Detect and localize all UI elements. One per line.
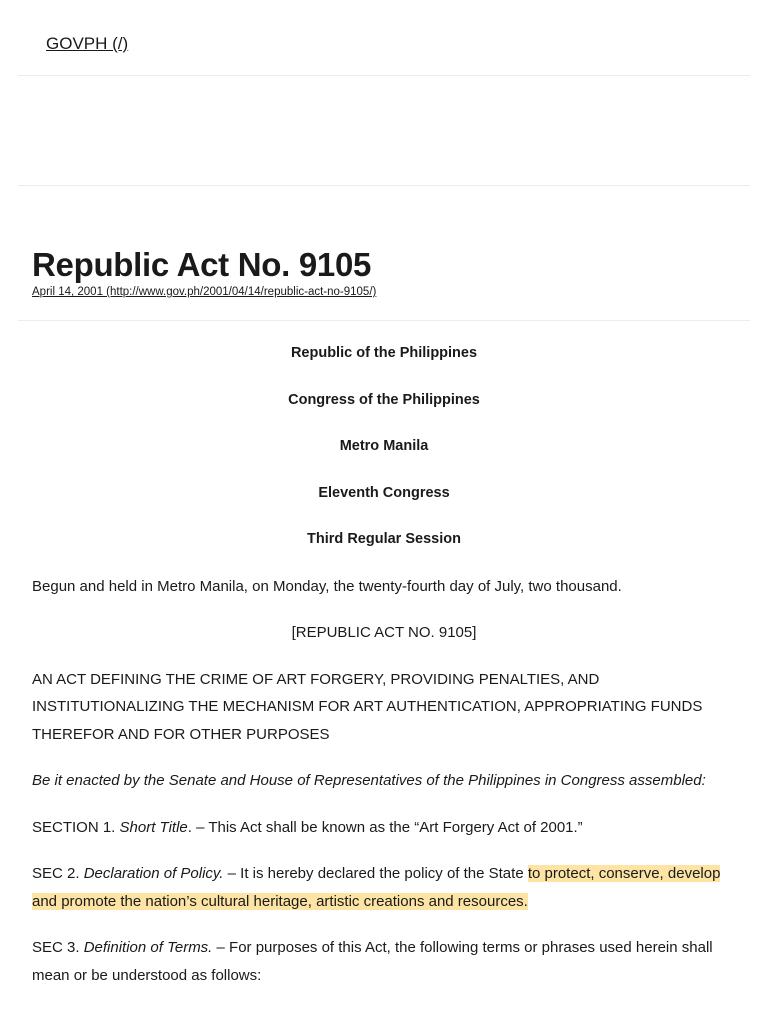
section-1-text: . – This Act shall be known as the “Art Forgery Act of 2001.” bbox=[187, 818, 583, 836]
section-2-label: SEC 2. bbox=[32, 865, 84, 882]
date-link[interactable]: April 14, 2001 (http://www.gov.ph/2001/04/14/republic-act-no-9105/) bbox=[32, 286, 377, 298]
top-navigation bbox=[18, 0, 750, 76]
heading-congress-number: Eleventh Congress bbox=[318, 484, 450, 501]
section-2 bbox=[32, 860, 736, 915]
heading-session: Third Regular Session bbox=[307, 531, 461, 547]
begun-paragraph: Begun and held in Metro Manila, on Monday, the twenty-fourth day of July, two thousand. bbox=[32, 577, 622, 595]
enacting-clause bbox=[32, 767, 736, 795]
section-3-text: – For purposes of this Act, the following terms or phrases used herein shall mean or be understood as follows: bbox=[32, 939, 713, 984]
banner-spacer bbox=[18, 76, 750, 186]
section-3-label: SEC 3. bbox=[32, 939, 84, 956]
enacting-clause-text: Be it enacted by the Senate and House of Representatives of the Philippines in Congress assembled: bbox=[32, 772, 706, 789]
section-2-heading: Declaration of Policy. bbox=[83, 865, 224, 882]
section-1-heading: Short Title bbox=[119, 818, 188, 836]
govph-home-link[interactable]: GOVPH (/) bbox=[46, 34, 129, 53]
act-title-paragraph: AN ACT DEFINING THE CRIME OF ART FORGERY, PROVIDING PENALTIES, AND INSTITUTIONALIZING THE MECHANISM FOR ART AUTHENTICATION, APPROPRIATING FUNDS THEREFOR AND FOR OTHER PURPOSES bbox=[32, 670, 703, 743]
section-3 bbox=[32, 934, 736, 989]
section-3-heading: Definition of Terms. bbox=[83, 939, 213, 956]
act-number: [REPUBLIC ACT NO. 9105] bbox=[291, 624, 477, 641]
section-2-text: – It is hereby declared the policy of the State bbox=[223, 865, 528, 882]
page-title: Republic Act No. 9105 bbox=[32, 246, 372, 283]
article-header bbox=[18, 186, 750, 321]
heading-location: Metro Manila bbox=[339, 438, 429, 454]
heading-republic: Republic of the Philippines bbox=[290, 345, 478, 361]
section-1 bbox=[32, 814, 736, 842]
section-1-label: SECTION 1. bbox=[32, 818, 120, 836]
heading-congress: Congress of the Philippines bbox=[288, 391, 480, 408]
article-body bbox=[0, 321, 768, 989]
section-2-highlight: to protect, conserve, develop and promote the nation’s cultural heritage, artistic creations and resources. bbox=[32, 865, 721, 910]
